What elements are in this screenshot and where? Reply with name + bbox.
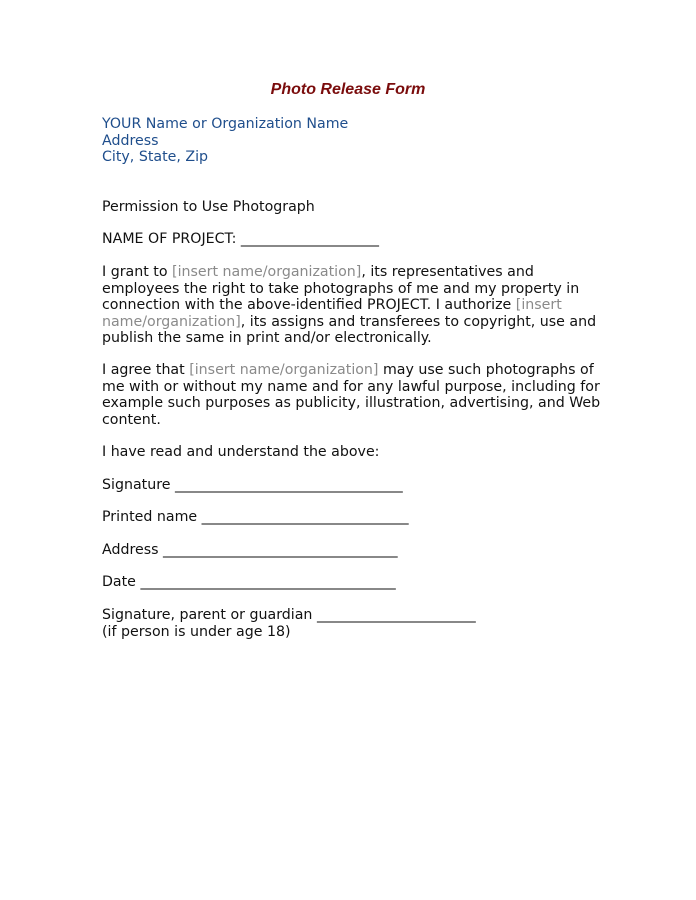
agree-text: content. xyxy=(102,411,161,428)
guardian-signature-label: Signature, parent or guardian xyxy=(102,607,313,623)
placeholder-organization: [insert name/organization] xyxy=(172,264,362,280)
placeholder-organization: [insert xyxy=(515,297,562,313)
date-label: Date xyxy=(102,574,136,590)
organization-name: YOUR Name or Organization Name xyxy=(102,116,349,132)
signature-label: Signature xyxy=(102,477,171,493)
subtitle-text: Permission to Use Photograph xyxy=(102,199,315,215)
guardian-signature-field xyxy=(102,607,602,640)
signature-blank[interactable]: _________________________________ xyxy=(174,477,403,493)
grant-text: , its assigns and transferees to copyright, use and xyxy=(240,313,597,330)
grant-text: , its representatives and xyxy=(361,264,534,280)
project-blank[interactable]: ____________________ xyxy=(240,231,379,247)
form-subtitle xyxy=(102,199,602,216)
acknowledge-text: I have read and understand the above: xyxy=(102,444,380,460)
form-title: Photo Release Form xyxy=(270,81,426,98)
placeholder-organization: name/organization] xyxy=(102,313,241,330)
grant-paragraph xyxy=(102,264,602,347)
address-blank[interactable]: __________________________________ xyxy=(163,542,398,558)
address-field xyxy=(102,542,602,559)
signature-field xyxy=(102,477,602,494)
agree-text: example such purposes as publicity, illustration, advertising, and Web xyxy=(102,395,601,411)
grant-text: I grant to xyxy=(102,264,173,280)
guardian-signature-blank[interactable]: _______________________ xyxy=(316,607,476,623)
organization-address: Address xyxy=(102,132,159,149)
grant-text: employees the right to take photographs of me and my property in xyxy=(102,280,580,297)
grant-text: connection with the above-identified PROJECT. I authorize xyxy=(102,297,516,313)
printed-name-field xyxy=(102,509,602,526)
agree-text: may use such photographs of xyxy=(378,362,594,378)
agree-text: I agree that xyxy=(102,362,190,378)
grant-text: publish the same in print and/or electronically. xyxy=(102,330,432,346)
date-field xyxy=(102,574,602,591)
date-blank[interactable]: _____________________________________ xyxy=(140,574,396,590)
placeholder-organization: [insert name/organization] xyxy=(189,362,379,378)
printed-name-label: Printed name xyxy=(102,509,198,525)
address-label: Address xyxy=(102,542,159,558)
printed-name-blank[interactable]: ______________________________ xyxy=(201,509,409,525)
agree-text: me with or without my name and for any lawful purpose, including for xyxy=(102,378,600,395)
organization-city-state-zip: City, State, Zip xyxy=(102,149,209,165)
acknowledgement xyxy=(102,444,602,461)
guardian-note: (if person is under age 18) xyxy=(102,623,291,640)
project-label: NAME OF PROJECT: xyxy=(102,231,237,247)
agree-paragraph xyxy=(102,362,602,428)
organization-block xyxy=(102,116,348,166)
project-field xyxy=(102,231,602,248)
